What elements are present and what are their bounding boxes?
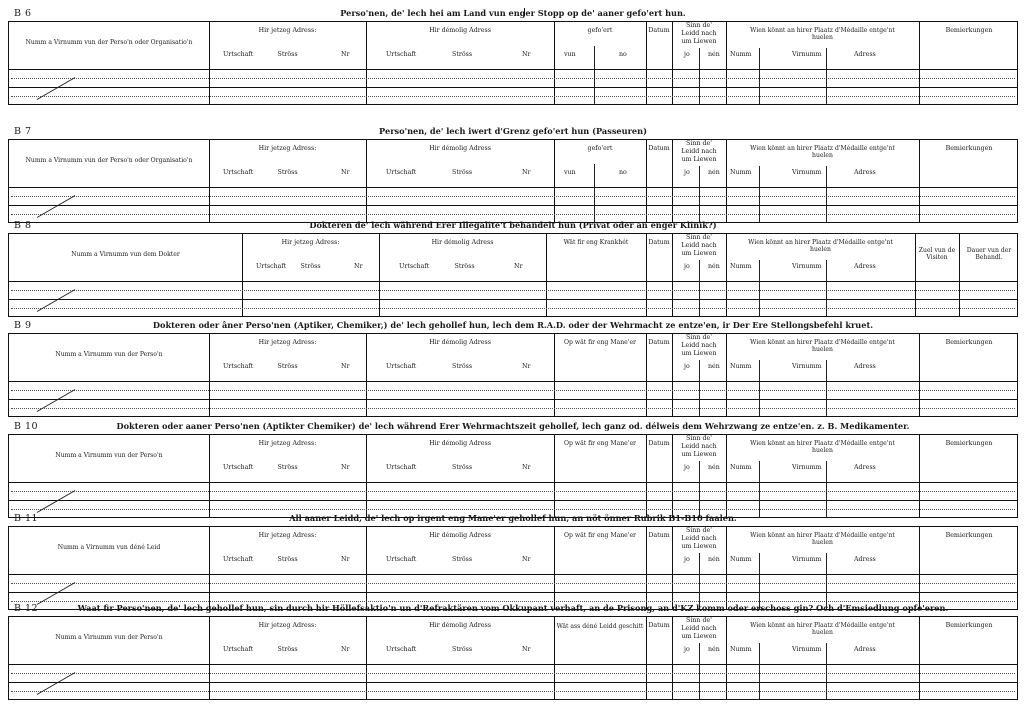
medal-split-a [759,260,760,316]
remarks-header: Bemierkungen [945,27,993,34]
yes-no-divider [699,166,700,222]
sinn-de-label: Sinn de' [686,234,712,241]
col-line [366,22,367,104]
col-line [366,334,367,416]
medal-split-b [826,360,827,416]
row-rule [9,592,1017,593]
sinn-de-label: Sinn de' [686,527,712,534]
from-to-divider [594,164,595,222]
no-label: nén [708,51,720,58]
medal-name-label: Numm [730,51,752,58]
conveyed-header: gefo'ert [587,27,613,34]
entry-line[interactable] [11,583,1015,584]
section-id: B 10 [14,421,39,432]
former-address-header: Hir démolig Adress [429,622,491,629]
former-locality-label: Urtschaft [386,556,417,563]
section-table [8,434,1018,518]
name-column-header: Numm a Virnumm vun dem Dokter [71,251,180,258]
former-address-header: Hir démolig Adress [429,145,491,152]
section-title: Dokteren de' lech während Erer Illegalite't behandelt hun (Privat oder an enger Klinik?) [309,220,717,230]
header-rule [9,482,1017,483]
section-header [8,8,1018,20]
col-line [366,140,367,222]
date-header: Datum [648,622,670,629]
current-street-label: Ströss [277,646,298,653]
entry-line[interactable] [11,390,1015,391]
entry-line[interactable] [11,408,1015,409]
current-locality-label: Urtschaft [223,51,254,58]
visits-header: Zuel vun de Visiten [918,247,956,261]
entry-line[interactable] [11,308,1015,309]
col-line [646,334,647,416]
name-column-header: Numm a Virnumm vun der Perso'n [55,634,163,641]
col-line [546,234,547,316]
section-b8 [8,220,1018,318]
current-street-label: Ströss [277,169,298,176]
yes-no-divider [699,553,700,609]
header-rule [9,187,1017,188]
header-rule [9,381,1017,382]
section-table [8,139,1018,223]
col-line [379,234,380,316]
col-line [209,435,210,517]
former-number-label: Nr [522,464,531,471]
former-address-header: Hir démolig Adress [429,27,491,34]
sinn-de-label: Sinn de' [686,22,712,29]
medal-address-label: Adress [854,263,876,270]
leidd-nach-label: Leidd nach [681,242,717,249]
former-locality-label: Urtschaft [386,464,417,471]
medal-firstname-label: Virnumm [792,51,822,58]
row-rule [9,87,1017,88]
section-header [8,320,1018,332]
section-header [8,220,1018,232]
no-label: nén [708,363,720,370]
section-title: Dokteren oder âner Perso'nen (Aptiker, Chemiker,) de' lech gehollef hun, lech dem R.A.D. oder der Wehrmacht ze entze'en, ir Der Ere Stellongsbefehl kruet. [152,320,874,330]
current-locality-label: Urtschaft [223,363,254,370]
remarks-header: Bemierkungen [945,145,993,152]
yes-label: jo [684,363,690,370]
medal-address-label: Adress [854,556,876,563]
section-table [8,21,1018,105]
current-number-label: Nr [341,556,350,563]
yes-no-divider [699,360,700,416]
from-to-divider [594,46,595,104]
medal-address-label: Adress [854,51,876,58]
row-rule [9,205,1017,206]
remarks-header: Bemierkungen [945,532,993,539]
header-rule [9,281,1017,282]
header-rule [9,664,1017,665]
name-column-header: Numm a Virnumm vun der Perso'n oder Organisatio'n [25,157,193,164]
medal-split-a [759,461,760,517]
former-street-label: Ströss [454,263,475,270]
extra-column-header: Op wät fir eng Mane'er [564,339,636,346]
medal-header: Wien könnt an hirer Plaatz d'Médaille entge'nt huelen [750,339,895,353]
section-table [8,526,1018,610]
current-street-label: Ströss [300,263,321,270]
extra-column-header: Op wät fir eng Mane'er [564,532,636,539]
section-title: Perso'nen, de' lech hei am Land vun enger Stopp op de' aaner gefo'ert hun. [340,8,686,18]
to-label: no [619,169,627,176]
current-locality-label: Urtschaft [223,646,254,653]
section-table [8,616,1018,700]
section-id: B 6 [14,8,32,19]
no-label: nén [708,556,720,563]
col-line [646,527,647,609]
remarks-header: Bemierkungen [945,622,993,629]
current-number-label: Nr [354,263,363,270]
row-rule [9,500,1017,501]
medal-firstname-label: Virnumm [792,263,822,270]
current-street-label: Ströss [277,556,298,563]
from-label: vun [564,51,576,58]
col-line [366,527,367,609]
row-rule [9,682,1017,683]
current-address-header: Hir jetzeg Adress: [258,532,317,539]
col-line [209,140,210,222]
current-street-label: Ströss [277,363,298,370]
col-line [209,334,210,416]
former-street-label: Ströss [452,51,473,58]
current-address-header: Hir jetzeg Adress: [258,145,317,152]
entry-line[interactable] [11,691,1015,692]
entry-line[interactable] [11,196,1015,197]
former-number-label: Nr [522,363,531,370]
medal-name-label: Numm [730,556,752,563]
section-header [8,421,1018,433]
col-line [726,334,727,416]
section-header [8,513,1018,525]
entry-line[interactable] [11,491,1015,492]
col-line [646,140,647,222]
col-line [726,617,727,699]
section-b9 [8,320,1018,418]
header-rule [9,69,1017,70]
col-line [554,527,555,609]
former-number-label: Nr [514,263,523,270]
section-b6 [8,8,1018,106]
col-line [554,140,555,222]
col-line [726,435,727,517]
medal-header: Wien könnt an hirer Plaatz d'Médaille entge'nt huelen [748,239,893,253]
medal-split-a [759,48,760,104]
former-street-label: Ströss [452,556,473,563]
date-header: Datum [648,27,670,34]
medal-name-label: Numm [730,646,752,653]
leidd-nach-label: Leidd nach [681,342,717,349]
um-liewen-label: um Liewen [681,38,717,45]
current-street-label: Ströss [277,464,298,471]
yes-no-divider [699,643,700,699]
medal-address-label: Adress [854,646,876,653]
medal-header: Wien könnt an hirer Plaatz d'Médaille entge'nt huelen [750,440,895,454]
col-line [554,435,555,517]
section-table [8,233,1018,317]
section-id: B 8 [14,220,32,231]
medal-name-label: Numm [730,464,752,471]
yes-no-divider [699,260,700,316]
current-address-header: Hir jetzeg Adress: [281,239,340,246]
medal-address-label: Adress [854,464,876,471]
col-line [726,234,727,316]
former-street-label: Ströss [452,464,473,471]
col-line [919,527,920,609]
former-address-header: Hir démolig Adress [431,239,494,246]
name-column-header: Numm a Virnumm vun der Perso'n [55,351,163,358]
entry-line[interactable] [11,673,1015,674]
medal-split-b [826,553,827,609]
col-line [366,435,367,517]
date-header: Datum [648,145,670,152]
extra-column-header: Wät ass déné Leidd geschitt [556,623,644,630]
medal-split-b [826,643,827,699]
leidd-nach-label: Leidd nach [681,535,717,542]
um-liewen-label: um Liewen [681,451,717,458]
col-line [554,22,555,104]
yes-label: jo [684,464,690,471]
col-line [209,527,210,609]
former-locality-label: Urtschaft [386,363,417,370]
medal-firstname-label: Virnumm [792,646,822,653]
from-label: vun [564,169,576,176]
no-label: nén [708,646,720,653]
former-locality-label: Urtschaft [386,169,417,176]
entry-line[interactable] [11,601,1015,602]
sinn-de-label: Sinn de' [686,140,712,147]
section-b11 [8,513,1018,611]
former-street-label: Ströss [452,646,473,653]
section-title: Dokteren oder aaner Perso'nen (Aptikter Chemiker) de' lech während Erer Wehrmachtszeit gehollef, lech ganz od. délweis dem Wehrzwang ze entze'en. z. B. Medikamenter. [116,421,910,431]
former-number-label: Nr [522,556,531,563]
section-title: All aaner Leidd, de' lech op irgent eng Mane'er gehollef hun, an nöt önner Rubrik B1-B10 faalen. [289,513,737,523]
extra-column-header: Wät fir eng Krankhét [563,239,629,246]
conveyed-header: gefo'ert [587,145,613,152]
leidd-nach-label: Leidd nach [681,443,717,450]
col-line [646,435,647,517]
yes-label: jo [684,646,690,653]
leidd-nach-label: Leidd nach [681,148,717,155]
medal-header: Wien könnt an hirer Plaatz d'Médaille entge'nt huelen [750,27,895,41]
medal-firstname-label: Virnumm [792,556,822,563]
row-rule [9,399,1017,400]
medal-address-label: Adress [854,169,876,176]
um-liewen-label: um Liewen [681,156,717,163]
medal-name-label: Numm [730,263,752,270]
medal-firstname-label: Virnumm [792,363,822,370]
section-header [8,126,1018,138]
medal-split-b [826,166,827,222]
remarks-header: Bemierkungen [945,339,993,346]
entry-line[interactable] [11,96,1015,97]
medal-split-b [826,260,827,316]
former-number-label: Nr [522,169,531,176]
extra-column-header: Op wät fir eng Mane'er [564,440,636,447]
section-b7 [8,126,1018,224]
col-line [554,334,555,416]
current-locality-label: Urtschaft [223,556,254,563]
section-title: Waat fir Perso'nen, de' lech gehollef hun, sin durch hir Höllefsaktio'n un d'Refraktären vom Okkupant verhaft, an de Prisong, an d'KZ komm oder erschoss gin? Och d'Emsiedlung opfe'eren. [77,603,949,613]
form-sheet [8,8,1018,720]
current-address-header: Hir jetzeg Adress: [258,27,317,34]
section-table [8,333,1018,417]
current-number-label: Nr [341,646,350,653]
current-locality-label: Urtschaft [256,263,287,270]
medal-address-label: Adress [854,363,876,370]
section-id: B 12 [14,603,39,614]
former-number-label: Nr [522,646,531,653]
um-liewen-label: um Liewen [681,350,717,357]
entry-line[interactable] [11,214,1015,215]
current-address-header: Hir jetzeg Adress: [258,339,317,346]
current-locality-label: Urtschaft [223,169,254,176]
leidd-nach-label: Leidd nach [681,30,717,37]
medal-split-a [759,166,760,222]
leidd-nach-label: Leidd nach [681,625,717,632]
col-line [646,22,647,104]
col-line [919,140,920,222]
current-number-label: Nr [341,51,350,58]
name-column-header: Numm a Virnumm vun der Perso'n [55,452,163,459]
current-address-header: Hir jetzeg Adress: [258,622,317,629]
row-rule [9,299,1017,300]
medal-firstname-label: Virnumm [792,169,822,176]
former-number-label: Nr [522,51,531,58]
col-line [646,617,647,699]
col-line [646,234,647,316]
medal-split-a [759,553,760,609]
col-line [919,617,920,699]
date-header: Datum [648,532,670,539]
sinn-de-label: Sinn de' [686,617,712,624]
col-line [366,617,367,699]
um-liewen-label: um Liewen [681,250,717,257]
current-locality-label: Urtschaft [223,464,254,471]
former-locality-label: Urtschaft [386,646,417,653]
entry-line[interactable] [11,290,1015,291]
col-line [919,22,920,104]
col-line [726,527,727,609]
medal-firstname-label: Virnumm [792,464,822,471]
yes-no-divider [699,461,700,517]
duration-header: Dauer vun der Behandl. [966,247,1012,261]
section-b12 [8,603,1018,701]
um-liewen-label: um Liewen [681,543,717,550]
former-locality-label: Urtschaft [399,263,430,270]
section-id: B 9 [14,320,32,331]
no-label: nén [708,464,720,471]
current-number-label: Nr [341,363,350,370]
col-line [726,22,727,104]
um-liewen-label: um Liewen [681,633,717,640]
date-header: Datum [648,440,670,447]
yes-label: jo [684,263,690,270]
yes-label: jo [684,169,690,176]
section-header [8,603,1018,615]
former-locality-label: Urtschaft [386,51,417,58]
date-header: Datum [648,339,670,346]
yes-label: jo [684,51,690,58]
col-line [242,234,243,316]
section-title: Perso'nen, de' lech iwert d'Grenz gefo'ert hun (Passeuren) [379,126,647,136]
col-line [209,22,210,104]
name-column-header: Numm a Virnumm vun der Perso'n oder Organisatio'n [25,39,193,46]
former-street-label: Ströss [452,363,473,370]
medal-name-label: Numm [730,363,752,370]
col-line [919,334,920,416]
yes-label: jo [684,556,690,563]
sinn-de-label: Sinn de' [686,435,712,442]
medal-header: Wien könnt an hirer Plaatz d'Médaille entge'nt huelen [750,622,895,636]
header-rule [9,574,1017,575]
entry-line[interactable] [11,78,1015,79]
former-street-label: Ströss [452,169,473,176]
date-header: Datum [648,239,670,246]
to-label: no [619,51,627,58]
former-address-header: Hir démolig Adress [429,532,491,539]
current-number-label: Nr [341,464,350,471]
current-address-header: Hir jetzeg Adress: [258,440,317,447]
sinn-de-label: Sinn de' [686,334,712,341]
medal-header: Wien könnt an hirer Plaatz d'Médaille entge'nt huelen [750,145,895,159]
col-line [726,140,727,222]
entry-line[interactable] [11,509,1015,510]
col-line [919,435,920,517]
section-b10 [8,421,1018,519]
former-address-header: Hir démolig Adress [429,339,491,346]
current-number-label: Nr [341,169,350,176]
medal-name-label: Numm [730,169,752,176]
medal-split-b [826,461,827,517]
medal-header: Wien könnt an hirer Plaatz d'Médaille entge'nt huelen [750,532,895,546]
medal-split-a [759,643,760,699]
section-id: B 7 [14,126,32,137]
medal-split-b [826,48,827,104]
no-label: nén [708,263,720,270]
current-street-label: Ströss [277,51,298,58]
former-address-header: Hir démolig Adress [429,440,491,447]
no-label: nén [708,169,720,176]
medal-split-a [759,360,760,416]
col-line [209,617,210,699]
remarks-header: Bemierkungen [945,440,993,447]
name-column-header: Numm a Virnumm vun déné Leid [57,544,161,551]
section-id: B 11 [14,513,39,524]
yes-no-divider [699,48,700,104]
